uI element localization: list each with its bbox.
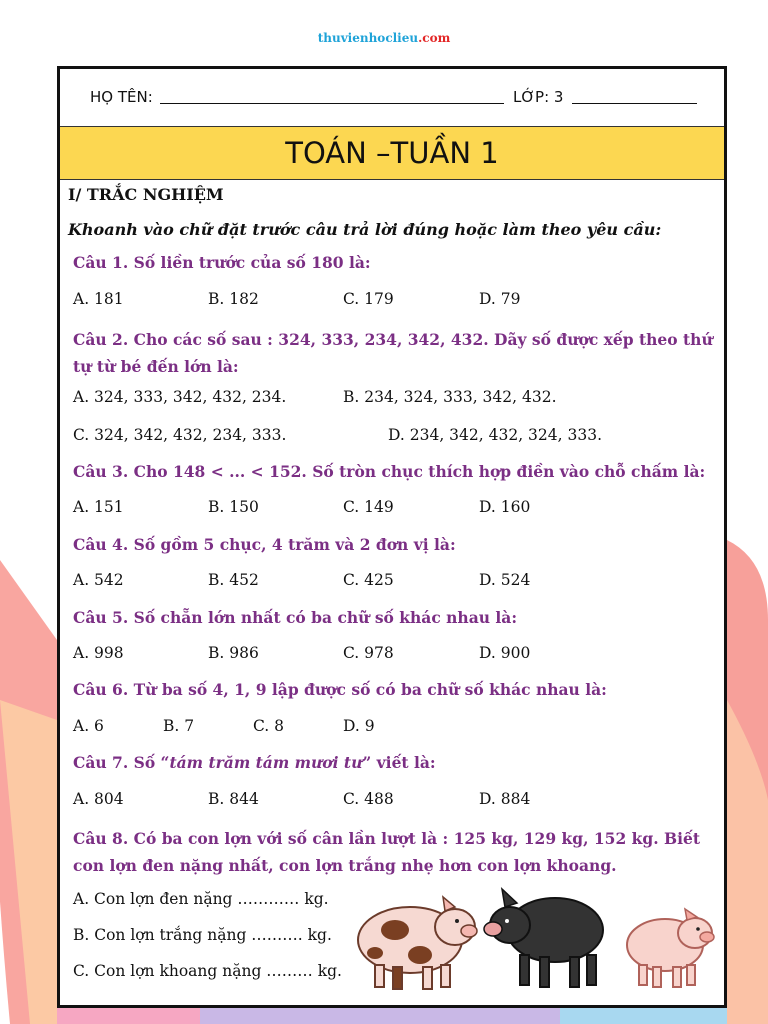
q4-option-c[interactable]: C. 425: [343, 571, 394, 589]
q5-option-c[interactable]: C. 978: [343, 644, 394, 662]
q2-option-c[interactable]: C. 324, 342, 432, 234, 333.: [73, 426, 287, 444]
class-field[interactable]: [572, 103, 697, 104]
q5-option-a[interactable]: A. 998: [73, 644, 124, 662]
q8-answer-b[interactable]: B. Con lợn trắng nặng ………. kg.: [73, 926, 332, 944]
q7-option-c[interactable]: C. 488: [343, 790, 394, 808]
q3-option-c[interactable]: C. 149: [343, 498, 394, 516]
question-4: Câu 4. Số gồm 5 chục, 4 trăm và 2 đơn vị là:: [73, 535, 456, 554]
site-watermark[interactable]: thuvienhoclieu.com: [317, 31, 451, 45]
q2-option-a[interactable]: A. 324, 333, 342, 432, 234.: [73, 388, 287, 406]
question-2: Câu 2. Cho các số sau : 324, 333, 234, 342, 432. Dãy số được xếp theo thứ tự từ bé đến lớn là:: [73, 330, 713, 376]
question-7: Câu 7. Số “tám trăm tám mươi tư” viết là:: [73, 753, 436, 772]
q3-option-d[interactable]: D. 160: [479, 498, 531, 516]
q8-answer-a[interactable]: A. Con lợn đen nặng ………… kg.: [73, 890, 329, 908]
q6-option-d[interactable]: D. 9: [343, 717, 375, 735]
q2-option-d[interactable]: D. 234, 342, 432, 324, 333.: [388, 426, 602, 444]
q3-option-a[interactable]: A. 151: [73, 498, 124, 516]
student-info-row: [60, 69, 724, 126]
q4-option-d[interactable]: D. 524: [479, 571, 531, 589]
q3-option-b[interactable]: B. 150: [208, 498, 259, 516]
black-pig-icon: [484, 889, 603, 987]
q2-option-b[interactable]: B. 234, 324, 333, 342, 432.: [343, 388, 557, 406]
q4-option-b[interactable]: B. 452: [208, 571, 259, 589]
question-3: Câu 3. Cho 148 < ... < 152. Số tròn chục thích hợp điền vào chỗ chấm là:: [73, 462, 706, 481]
q4-option-a[interactable]: A. 542: [73, 571, 124, 589]
name-field[interactable]: [160, 103, 504, 104]
pigs-illustration: [355, 885, 725, 995]
spotted-pig-icon: [358, 897, 477, 989]
q5-option-b[interactable]: B. 986: [208, 644, 259, 662]
question-8: Câu 8. Có ba con lợn với số cân lần lượt là : 125 kg, 129 kg, 152 kg. Biết con lợn đen nặng nhất, con lợn trắng nhẹ hơn con lợn khoang.: [73, 829, 701, 875]
class-label: LỚP: 3: [513, 88, 564, 106]
instruction: Khoanh vào chữ đặt trước câu trả lời đúng hoặc làm theo yêu cầu:: [68, 220, 662, 239]
section-heading: I/ TRẮC NGHIỆM: [68, 185, 224, 204]
title-band: [60, 126, 724, 180]
q6-option-b[interactable]: B. 7: [163, 717, 195, 735]
page-title: TOÁN –TUẦN 1: [285, 136, 499, 170]
q6-option-a[interactable]: A. 6: [73, 717, 104, 735]
q7-option-b[interactable]: B. 844: [208, 790, 259, 808]
q7-option-d[interactable]: D. 884: [479, 790, 531, 808]
pink-pig-icon: [627, 909, 714, 987]
worksheet: [57, 66, 727, 1008]
q1-option-d[interactable]: D. 79: [479, 290, 521, 308]
question-6: Câu 6. Từ ba số 4, 1, 9 lập được số có ba chữ số khác nhau là:: [73, 680, 607, 699]
q1-option-b[interactable]: B. 182: [208, 290, 259, 308]
q1-option-a[interactable]: A. 181: [73, 290, 124, 308]
q6-option-c[interactable]: C. 8: [253, 717, 285, 735]
question-1: Câu 1. Số liền trước của số 180 là:: [73, 253, 371, 272]
q1-option-c[interactable]: C. 179: [343, 290, 394, 308]
q8-answer-c[interactable]: C. Con lợn khoang nặng ……… kg.: [73, 962, 342, 980]
q5-option-d[interactable]: D. 900: [479, 644, 531, 662]
name-label: HỌ TÊN:: [90, 88, 153, 106]
question-5: Câu 5. Số chẵn lớn nhất có ba chữ số khác nhau là:: [73, 608, 518, 627]
q7-option-a[interactable]: A. 804: [73, 790, 124, 808]
